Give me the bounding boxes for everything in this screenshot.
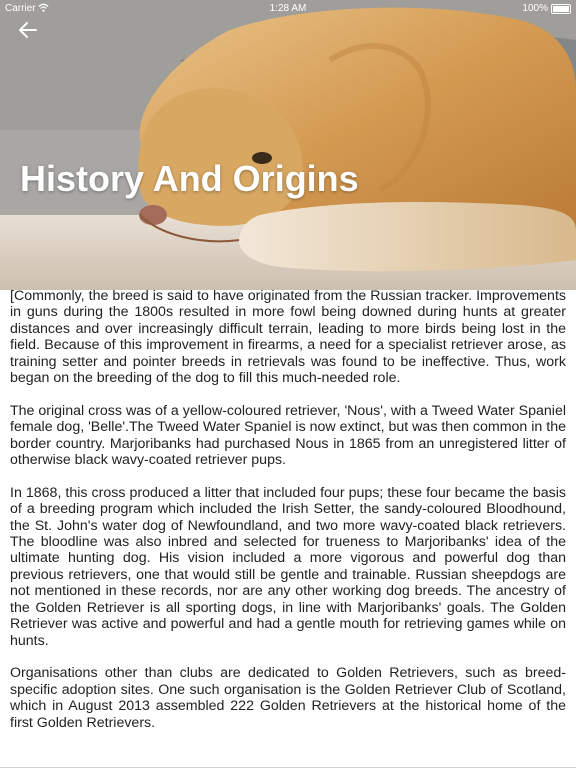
clock: 1:28 AM [269,3,307,14]
battery-percentage: 100% [522,3,548,14]
battery-icon [551,4,571,14]
article-paragraph: Organisations other than clubs are dedicated to Golden Retrievers, such as breed-specific adoption sites. One such organisation is the Golden Retriever Club of Scotland, which in August 2013 assembled 222 Golden Retrievers at the historical home of the first Golden Retrievers. [10,665,566,731]
article-paragraph: In 1868, this cross produced a litter that included four pups; these four became the basis of a breeding program which included the Irish Setter, the sandy-coloured Bloodhound, the St. John's water dog of Newfoundland, and two more wavy-coated black retrievers. The bloodline was also inbred and selected for trueness to Marjoribanks' idea of the ultimate hunting dog. His vision included a more vigorous and powerful dog than previous retrievers, one that would still be gentle and trainable. Russian sheepdogs are not mentioned in these records, nor are any other working dog breeds. The ancestry of the Golden Retriever is all sporting dogs, in line with Marjoribanks' goals. The Golden Retriever was active and powerful and had a gentle mouth for retrieving games while on hunts. [10,484,566,649]
status-bar [0,0,576,18]
article-paragraph: The original cross was of a yellow-coloured retriever, 'Nous', with a Tweed Water Spaniel female dog, 'Belle'.The Tweed Water Spaniel is now extinct, but was then common in the border country. Marjoribanks had purchased Nous in 1865 from an unregistered litter of otherwise black wavy-coated retriever pups. [10,402,566,469]
header-image [0,0,576,290]
page-title: History And Origins [20,158,359,199]
carrier-label: Carrier [5,3,36,14]
back-arrow-icon[interactable] [16,18,40,42]
golden-retriever-photo [0,0,576,290]
article-paragraph: [Commonly, the breed is said to have originated from the Russian tracker. Improvements in guns during the 1800s resulted in more fowl being downed during hunts at greater distances and over increasingly difficult terrain, leading to more birds being lost in the field. Because of this improvement in firearms, a need for a specialist retriever arose, as training setter and pointer breeds in retrievals was found to be ineffective. Thus, work began on the breeding of the dog to fill this much-needed role. [10,288,566,387]
article-body [10,288,566,747]
